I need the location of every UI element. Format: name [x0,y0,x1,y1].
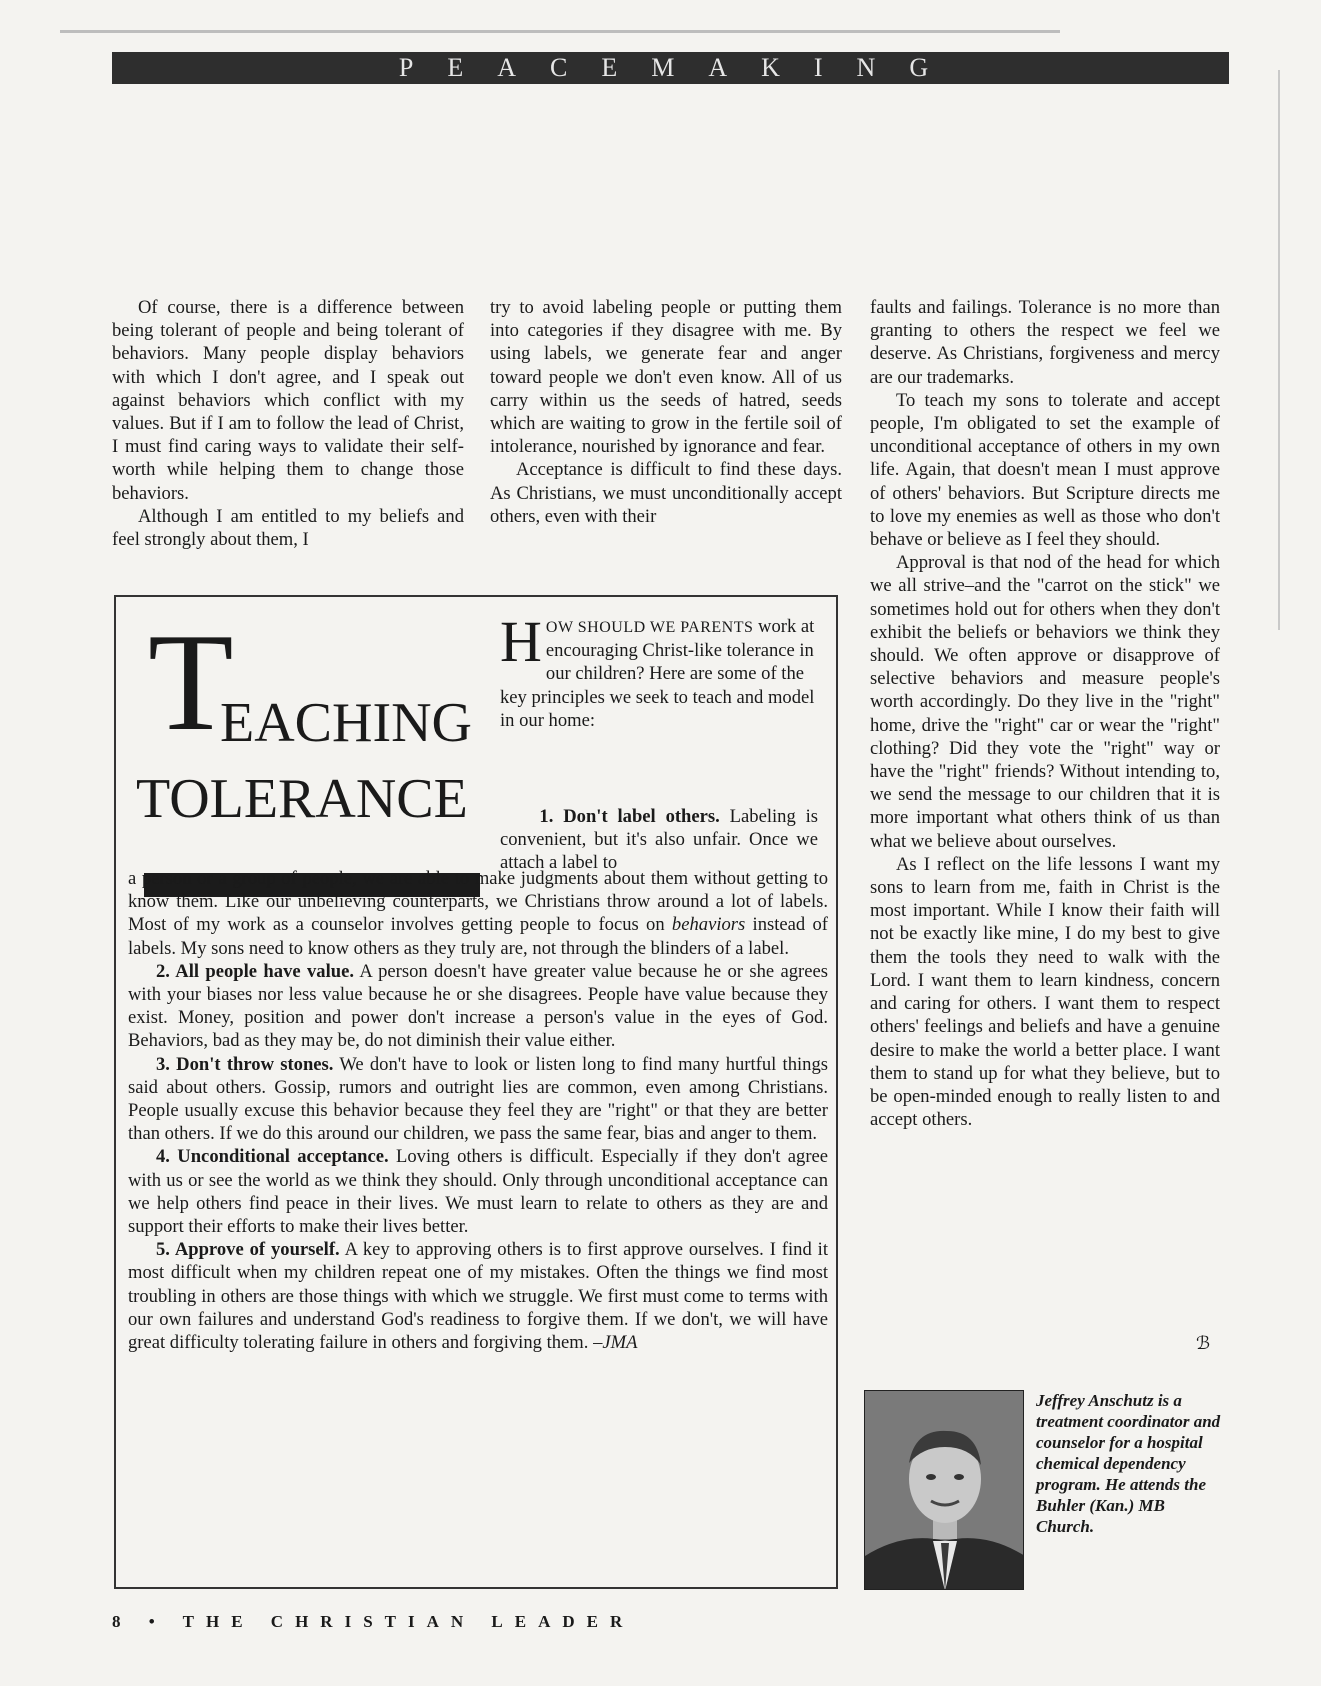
top-rule [60,30,1060,33]
title-line-2: TOLERANCE [136,768,468,830]
end-mark-icon: ℬ [1196,1333,1211,1353]
principle-1-lead [500,805,818,875]
principle-3-heading: 3. Don't throw stones. [156,1053,334,1075]
paragraph: try to avoid labeling people or putting them into categories if they disagree with me. By using labels, we generate fear and anger toward people we don't even know. All of us carry within us the seeds of hatred, seeds which are waiting to grow in the fertile soil of intolerance, nourished by ignorance and fear. [490,297,842,458]
principle-5-text: A key to approving others is to first approve ourselves. I find it most difficult when my children repeat one of my mistakes. Often the things we find most troubling in others are those things with which we struggle. We first must come to terms with our own failures and understand God's readiness to forgive them. If we don't, we will have great difficulty tolerating failure in others and forgiving them. [128,1239,828,1354]
paragraph: faults and failings. Tolerance is no more than granting to others the respect we feel we deserve. As Christians, forgiveness and mercy are our trademarks. [870,297,1220,388]
page-footer: 8 • THE CHRISTIAN LEADER [112,1612,635,1631]
principle-2 [128,960,828,1053]
section-header [112,52,1229,84]
sidebar-title [130,605,480,861]
article-column-1 [112,296,464,551]
paragraph: Of course, there is a difference between being tolerant of people and being tolerant of behaviors. Many people display behaviors with which I don't agree, and I speak out against behaviors which conflict with my values. But if I am to follow the lead of Christ, I must find caring ways to validate their self-worth while helping them to change those behaviors. [112,297,464,504]
principle-1-tail: instead of labels. My sons need to know others as they truly are, not through the blinders of a label. [128,914,828,959]
article-column-3 [870,296,1220,1131]
principle-2-text: A person doesn't have greater value because he or she agrees with your biases nor less value because he or she disagrees. People have value because they exist. Money, position and power don't increase a person's value in the eyes of God. Behaviors, bad as they may be, do not diminish their value either. [128,960,828,1052]
paragraph: To teach my sons to tolerate and accept people, I'm obligated to set the example of unconditional acceptance of others in my own life. Again, that doesn't mean I must approve of others' behaviors. But Scripture directs me to love my enemies as well as those who don't behave or believe as I feel they should. [870,389,1220,551]
principle-1-heading: 1. Don't label others. [539,806,720,827]
publication-name: THE CHRISTIAN LEADER [182,1612,635,1631]
principle-5-heading: 5. Approve of yourself. [156,1239,340,1261]
section-title: PEACEMAKING [398,53,963,82]
paragraph: As I reflect on the life lessons I want my sons to learn from me, faith in Christ is the most important. While I know their faith will not be exactly like mine, I do my best to give them the tools they need to walk with the Lord. I want them to learn kindness, concern and caring for others. I want them to respect others' feelings and beliefs and have a genuine desire to make the world a better place. I want them to stand up for what they believe, but to be open-minded enough to really listen to and accept others. [870,853,1220,1131]
paragraph: Acceptance is difficult to find these days. As Christians, we must unconditionally accept others, even with their [490,459,842,527]
principle-2-heading: 2. All people have value. [156,960,354,982]
signature: –JMA [593,1332,638,1354]
principle-1 [128,867,828,960]
principle-3 [128,1053,828,1146]
page-number: 8 [112,1612,133,1631]
principle-5 [128,1238,828,1354]
principle-1-text: a person or a group of people, we are able to make judgments about them without getting to know them. Like our unbelieving counterparts, we Christians throw around a lot of labels. Most of my work as a counselor involves getting people to focus on [128,868,828,936]
principle-4-heading: 4. Unconditional acceptance. [156,1146,389,1168]
sidebar-body [128,867,828,1354]
principle-3-text: We don't have to look or listen long to find many hurtful things said about others. Gossip, rumors and outright lies are common, even among Christians. People usually excuse this behavior because they feel they are "right" or that they are better than others. If we do this around our children, we pass the same fear, bias and anger to them. [128,1053,828,1145]
title-initial: T [148,605,234,760]
author-portrait-icon [865,1391,1024,1590]
author-photo [864,1390,1024,1590]
principle-1-emphasis: behaviors [671,914,746,936]
intro-caps: OW SHOULD WE PARENTS [545,619,754,636]
title-line-1: EACHING [220,692,472,754]
author-bio: Jeffrey Anschutz is a treatment coordinator and counselor for a hospital chemical dependency program. He attends the Buhler (Kan.) MB Church. [1036,1391,1221,1536]
sidebar-intro [500,609,818,732]
principle-1-lead-text: Labeling is convenient, but it's also unfair. Once we attach a label to [500,806,818,874]
page-edge-line [1278,70,1280,630]
principle-4-text: Loving others is difficult. Especially if they don't agree with us or see the world as we think they should. Only through unconditional acceptance can we help others find peace in their lives. We must learn to relate to others as they are and support their efforts to make their lives better. [128,1146,829,1238]
intro-dropcap: H [500,609,542,674]
paragraph: Although I am entitled to my beliefs and feel strongly about them, I [112,505,464,551]
article-column-2 [490,296,842,528]
sidebar-box [114,595,838,1589]
intro-text: work at encouraging Christ-like tolerance in our children? Here are some of the key principles we seek to teach and model in our home: [500,616,815,731]
paragraph: Approval is that nod of the head for which we all strive–and the "carrot on the stick" we sometimes hold out for others when they don't exhibit the beliefs or behaviors we think they should. We often approve or disapprove of selective behaviors and measure people's worth accordingly. Do they live in the "right" home, drive the "right" car or wear the "right" clothing? Did they vote the "right" way or have the "right" friends? Without intending to, we send the message to our children that it is more important what others think of us than what we believe about ourselves. [870,552,1220,852]
principle-4 [128,1145,828,1238]
